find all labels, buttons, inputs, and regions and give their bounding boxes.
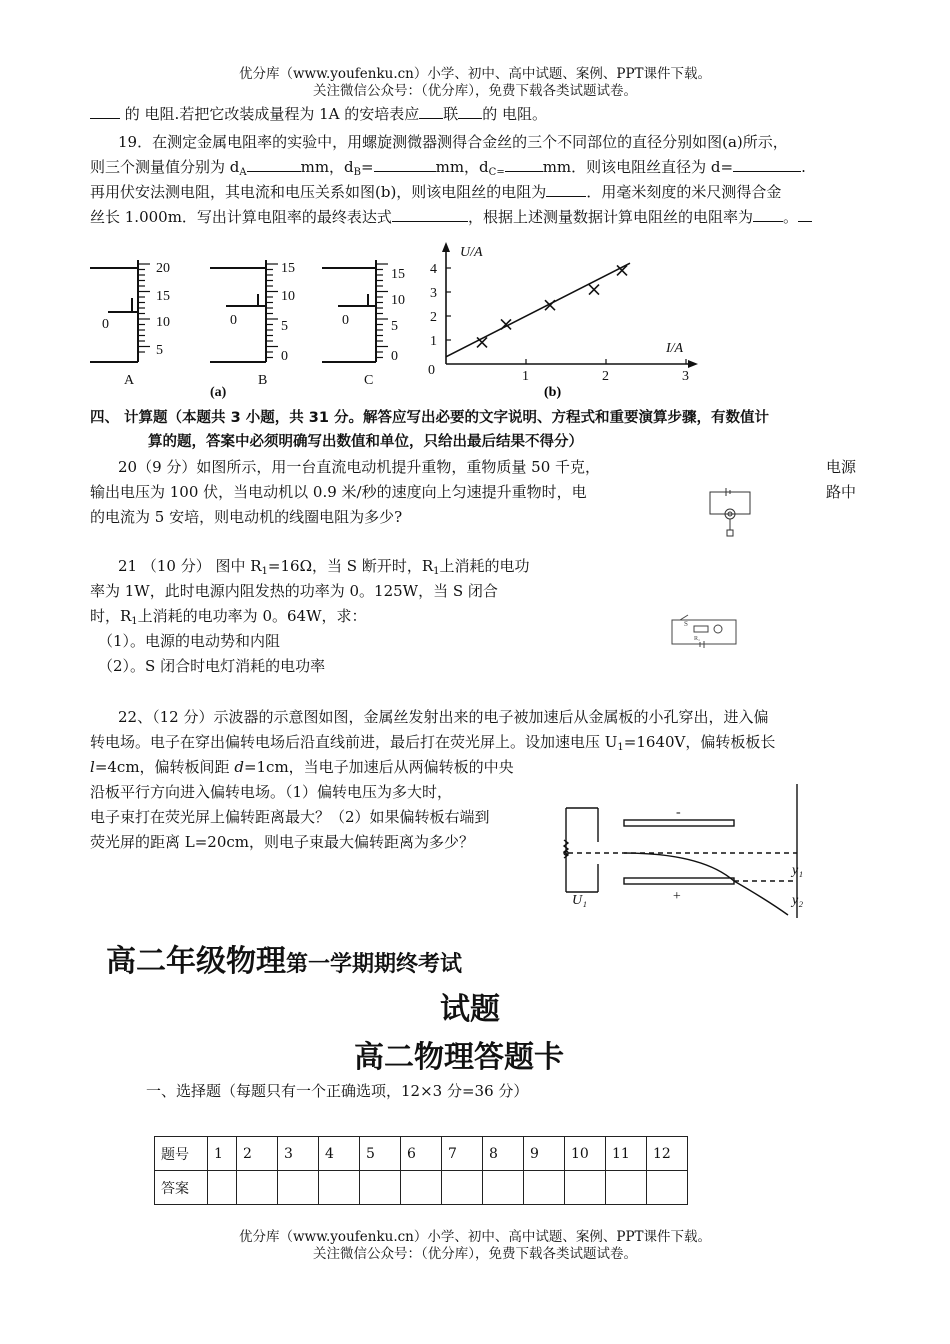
blank <box>90 104 120 119</box>
q19-line-1: 19．在测定金属电阻率的实验中，用螺旋测微器测得合金丝的三个不同部位的直径分别如图(a)所示， <box>118 133 788 151</box>
answer-card-instructions: 一、选择题（每题只有一个正确选项，12×3 分=36 分） <box>146 1082 529 1100</box>
q22-line-3: l=4cm，偏转板间距 d=1cm，当电子加速后从两偏转板的中央 <box>90 758 514 776</box>
gauge-b-label: 5 <box>281 319 288 334</box>
question-number-cell: 8 <box>483 1137 524 1171</box>
gauge-b-label: 10 <box>281 289 295 304</box>
minus-plate-label: - <box>676 805 681 820</box>
x-tick-label: 2 <box>602 369 609 384</box>
fig-a-caption: (a) <box>210 385 227 400</box>
q21-line-2: 率为 1W，此时电源内阻发热的功率为 0。125W，当 S 闭合 <box>90 582 498 600</box>
u1-label: U₁ <box>572 893 587 908</box>
q22-line-1: 22、（12 分）示波器的示意图如图，金属丝发射出来的电子被加速后从金属板的小孔穿出，进入偏 <box>118 708 769 726</box>
q21-line-1: 21 （10 分） 图中 $R_1=16\Omega$，当 S 断开时，$R_1$上消耗的电功 <box>118 557 530 577</box>
data-point <box>589 285 599 295</box>
ui-graph <box>422 240 712 400</box>
q22-line-6: 荧光屏的距离 L=20cm，则电子束最大偏转距离为多少？ <box>90 833 475 851</box>
y-tick-label: 4 <box>430 262 437 277</box>
oscilloscope-figure <box>552 780 818 920</box>
x-tick-label: 1 <box>522 369 529 384</box>
q20-line-2-right: 路中 <box>826 483 857 501</box>
page-footer <box>0 1229 950 1263</box>
gauge-a-label: 5 <box>156 343 163 358</box>
y-tick-label: 2 <box>430 310 437 325</box>
gauge-c-label: 0 <box>391 349 398 364</box>
gauge-a-zero: 0 <box>102 317 109 332</box>
question-number-cell: 11 <box>606 1137 647 1171</box>
page-header <box>0 66 950 100</box>
y-tick-label: 0 <box>428 363 435 378</box>
gauge-a-label: 10 <box>156 315 170 330</box>
answer-cell[interactable] <box>483 1171 524 1205</box>
q22-line-4: 沿板平行方向进入偏转电场。（1）偏转电压为多大时， <box>90 783 453 801</box>
gauge-c-label: 15 <box>391 267 405 282</box>
answer-cell[interactable] <box>606 1171 647 1205</box>
question-number-cell: 2 <box>237 1137 278 1171</box>
header-line-2: 关注微信公众号：（优分库），免费下载各类试题试卷。 <box>313 83 637 99</box>
answer-cell[interactable] <box>360 1171 401 1205</box>
q19-line-3: 再用伏安法测电阻，其电流和电压关系如图(b)，则该电阻丝的电阻为 ．用毫米刻度的米尺测得合金 <box>90 183 782 201</box>
y2-label: y₂ <box>792 893 804 908</box>
gauge-c-label: 10 <box>391 293 405 308</box>
header-line-1: 优分库（www.youfenku.cn）小学、初中、高中试题、案例、PPT课件下载。 <box>238 66 712 82</box>
r1-circuit-figure <box>668 612 740 652</box>
q22-line-5: 电子束打在荧光屏上偏转距离最大？（2）如果偏转板右端到 <box>90 808 490 826</box>
answer-cell[interactable] <box>401 1171 442 1205</box>
gauge-b-name: B <box>258 373 268 388</box>
q21-part-2: （2）。S 闭合时电灯消耗的电功率 <box>98 657 326 675</box>
plus-plate-label: + <box>672 889 682 904</box>
answer-cell[interactable] <box>524 1171 565 1205</box>
question-number-cell: 6 <box>401 1137 442 1171</box>
exam-title-line-2: 试题 <box>440 992 500 1027</box>
q19-line-2: 则三个测量值分别为 $d_A$ mm，$d_B=$ mm，$d_{C=}$ mm．则该电阻丝直径为 d= . <box>90 158 806 178</box>
section4-line-1: 四、 计算题（本题共 3 小题，共 31 分。解答应写出必要的文字说明、方程式和重要演算步骤，有数值计 <box>90 410 770 426</box>
q20-line-1: 20（9 分）如图所示，用一台直流电动机提升重物，重物质量 50 千克， <box>118 458 601 476</box>
question-number-cell: 5 <box>360 1137 401 1171</box>
q18-tail: 的 电阻.若把它改装成量程为 1A 的安培表应 联 的 电阻。 <box>90 104 547 124</box>
resistor-label: R₁ <box>694 636 701 642</box>
table-row <box>155 1171 688 1205</box>
gauge-a-label: 20 <box>156 261 170 276</box>
answer-cell[interactable] <box>278 1171 319 1205</box>
answer-table <box>154 1136 688 1205</box>
question-number-cell: 7 <box>442 1137 483 1171</box>
micrometer-figure <box>86 250 426 400</box>
answer-cell[interactable] <box>565 1171 606 1205</box>
table-row <box>155 1137 688 1171</box>
answer-cell[interactable] <box>319 1171 360 1205</box>
gauge-c-name: C <box>364 373 374 388</box>
section4-line-2: 算的题，答案中必须明确写出数值和单位，只给出最后结果不得分） <box>148 434 583 450</box>
question-number-cell: 1 <box>208 1137 237 1171</box>
answer-cell[interactable] <box>442 1171 483 1205</box>
motor-circuit-figure <box>700 482 760 540</box>
y-tick-label: 1 <box>430 334 437 349</box>
footer-line-1: 优分库（www.youfenku.cn）小学、初中、高中试题、案例、PPT课件下载。 <box>238 1229 712 1245</box>
q21-part-1: （1）。电源的电动势和内阻 <box>98 632 281 650</box>
q19-line-4: 丝长 1.000m．写出计算电阻率的最终表达式 ，根据上述测量数据计算电阻丝的电阻率为 。 <box>90 207 812 227</box>
y-tick-label: 3 <box>430 286 437 301</box>
footer-line-2: 关注微信公众号：（优分库），免费下载各类试题试卷。 <box>313 1246 637 1262</box>
question-number-cell: 12 <box>647 1137 688 1171</box>
gauge-a-label: 15 <box>156 289 170 304</box>
x-axis-label: I/A <box>666 341 684 356</box>
question-number-cell: 3 <box>278 1137 319 1171</box>
table-header-cell: 题号 <box>155 1137 208 1171</box>
gauge-b-label: 0 <box>281 349 288 364</box>
gauge-b-zero: 0 <box>230 313 237 328</box>
gauge-a-name: A <box>124 373 135 388</box>
question-number-cell: 10 <box>565 1137 606 1171</box>
table-header-cell: 答案 <box>155 1171 208 1205</box>
gauge-c-zero: 0 <box>342 313 349 328</box>
gauge-b-label: 15 <box>281 261 295 276</box>
exam-title-line-1: 高二年级物理第一学期期终考试 <box>106 944 463 979</box>
switch-label: S <box>684 620 688 628</box>
question-number-cell: 4 <box>319 1137 360 1171</box>
gauge-c-label: 5 <box>391 319 398 334</box>
q20-line-1-right: 电源 <box>826 458 857 476</box>
question-number-cell: 9 <box>524 1137 565 1171</box>
answer-card-title: 高二物理答题卡 <box>354 1040 564 1075</box>
fit-line <box>446 263 630 357</box>
fig-b-caption: (b) <box>544 385 562 400</box>
x-tick-label: 3 <box>682 369 689 384</box>
q21-line-3: 时，$R_1$上消耗的电功率为 0。64W，求： <box>90 607 367 627</box>
answer-cell[interactable] <box>237 1171 278 1205</box>
q20-line-2: 输出电压为 100 伏，当电动机以 0.9 米/秒的速度向上匀速提升重物时，电 <box>90 483 587 501</box>
q20-line-3: 的电流为 5 安培，则电动机的线圈电阻为多少? <box>90 508 403 526</box>
answer-cell[interactable] <box>208 1171 237 1205</box>
q22-line-2: 转电场。电子在穿出偏转电场后沿直线前进，最后打在荧光屏上。设加速电压 $U_1=1640V$，偏转板板长 <box>90 733 776 753</box>
answer-cell[interactable] <box>647 1171 688 1205</box>
y1-label: y₁ <box>792 863 804 878</box>
y-axis-label: U/A <box>460 245 483 260</box>
